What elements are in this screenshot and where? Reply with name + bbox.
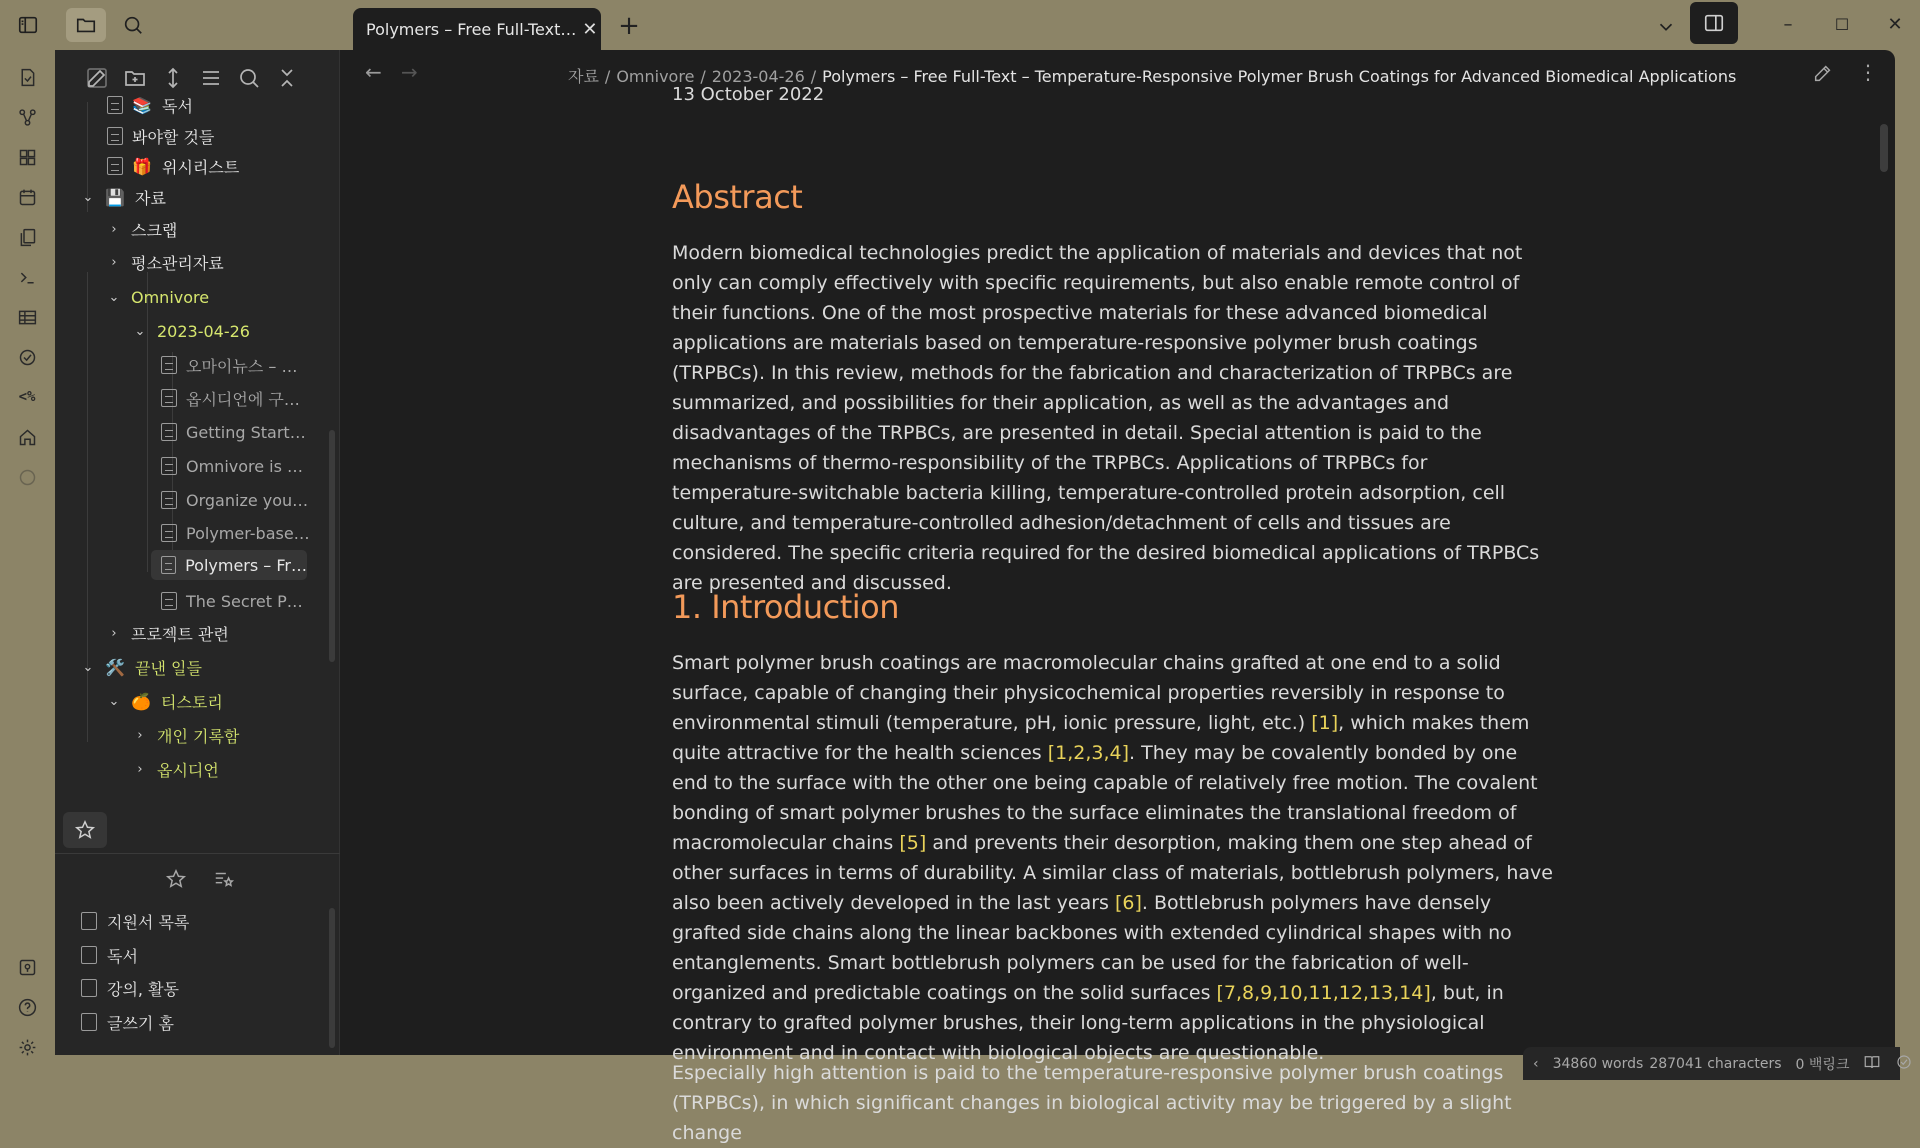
breadcrumb-item[interactable]: 자료 [568,67,599,86]
chevron-right-icon: › [111,254,117,270]
tree-item-label: Polymer-base… [186,523,310,543]
tree-item-label: 봐야할 것들 [132,127,215,147]
maximize-button[interactable]: ☐ [1834,14,1850,34]
status-collapse-icon[interactable]: ‹ [1533,1055,1539,1072]
tree-item-label: 티스토리 [161,692,223,712]
tree-item-label: 개인 기록함 [157,726,240,746]
graph-view-icon[interactable] [14,104,40,130]
templates-icon[interactable] [14,224,40,250]
breadcrumb-item[interactable]: 2023-04-26 [711,67,805,86]
back-arrow-icon[interactable]: ← [365,60,382,84]
tree-item-label: Organize you… [186,490,309,510]
text-run: . They may be covalently bonded by one end to the surface with the other one being capable of relatively free motion. The covalent bonding of smart polymer brushes to the surface eliminates the translational freedom of macromolecular chains [672,742,1538,854]
bookmark-label: 강의, 활동 [107,979,179,999]
explorer-search-icon[interactable] [237,66,261,96]
introduction-paragraph [672,648,1556,1068]
breadcrumb-item[interactable]: Omnivore [616,67,695,86]
tree-item-label: 프로젝트 관련 [131,624,229,644]
settings-gear-icon[interactable] [14,1034,40,1060]
abstract-heading: Abstract [672,178,803,216]
tree-scrollbar[interactable] [329,430,335,662]
tab-close-icon[interactable]: ✕ [582,18,598,40]
tree-item-label: 스크랩 [131,220,178,240]
reading-mode-icon[interactable] [1863,1053,1881,1075]
open-note-icon[interactable] [14,64,40,90]
star-icon [74,819,96,841]
bookmark-item[interactable] [81,907,189,935]
tree-item-label: 위시리스트 [162,157,240,177]
tree-item-label: 오마이뉴스 – … [186,356,298,376]
chevron-right-icon: › [137,727,143,743]
file-icon [161,457,177,475]
collapse-chevrons-icon[interactable] [275,66,299,96]
bookmark-label: 지원서 목록 [107,912,190,932]
file-icon [81,1013,97,1031]
file-icon [107,96,123,114]
file-icon [161,423,177,441]
chevron-down-icon: ⌄ [108,289,120,305]
chevron-down-icon[interactable] [1653,14,1679,40]
tree-folder[interactable] [133,316,250,346]
chevron-down-icon: ⌄ [108,693,120,709]
tree-item[interactable] [107,121,214,151]
tree-item[interactable] [161,451,303,481]
citation-link[interactable]: [1] [1311,712,1339,734]
citation-link[interactable]: [7,8,9,10,11,12,13,14] [1216,982,1431,1004]
file-icon [161,592,177,610]
file-tree [55,95,340,802]
bookmark-item[interactable] [81,941,138,969]
file-icon [161,524,177,542]
file-icon [81,912,97,930]
terminal-icon[interactable] [14,264,40,290]
chevron-right-icon: › [111,625,117,641]
books-emoji-icon: 📚 [132,95,152,115]
chevron-down-icon: ⌄ [82,659,94,675]
canvas-icon[interactable] [14,144,40,170]
tree-item[interactable] [107,151,239,181]
tools-emoji-icon: 🛠️ [105,657,125,677]
file-icon [81,979,97,997]
tree-folder[interactable] [107,247,224,277]
bookmark-item[interactable] [81,1008,174,1036]
breadcrumb-current[interactable]: Polymers – Free Full-Text – Temperature-Responsive Polymer Brush Coatings for Advanced Biomedical Applications [822,67,1737,86]
tree-item-label: 옵시디언 [157,760,219,780]
tree-item-label: 독서 [162,96,193,116]
file-icon [161,491,177,509]
tree-folder[interactable] [133,720,239,750]
right-sidebar-toggle-icon[interactable] [1690,2,1738,44]
text-run: , which makes them quite attractive for the health sciences [672,712,1530,764]
bookmarks-scrollbar[interactable] [329,908,335,1048]
table-icon[interactable] [14,304,40,330]
word-count: 34860 words [1552,1055,1644,1072]
new-tab-button[interactable]: + [618,11,640,41]
new-note-icon[interactable] [85,66,109,96]
file-icon [107,127,123,145]
breadcrumb-separator: / [604,67,611,86]
chevron-right-icon: › [137,761,143,777]
calendar-icon[interactable] [14,184,40,210]
text-run: Smart polymer brush coatings are macromolecular chains grafted at one end to a solid surface, capable of changing their physicochemical properties reversibly in response to environmental stimuli (temperature, pH, ionic pressure, light, etc.) [672,652,1505,734]
tree-item[interactable] [161,383,300,413]
chevron-right-icon: › [111,221,117,237]
abstract-paragraph: Modern biomedical technologies predict the application of materials and devices that not only can comply effectively with specific requirements, but also enable remote control of their functions. One of the most prospective materials for these advanced biomedical applications are materials based on temperature-responsive polymer brush coatings (TRPBCs). In this review, methods for the fabrication and characterization of TRPBCs are summarized, and possibilities for their application, as well as the advantages and disadvantages of the TRPBCs, are presented in detail. Special attention is paid to the mechanisms of thermo-responsibility of the TRPBCs. Applications of TRPBCs for temperature-switchable bacteria killing, temperature-controlled protein adsorption, cell culture, and temperature-controlled adhesion/detachment of cells and tissues are considered. The specific criteria required for the desired biomedical applications of TRPBCs are presented and discussed. [672,242,1540,594]
note-content [672,84,1556,1144]
sidebar-divider [55,853,340,854]
bookmarks-toolbar [165,868,235,894]
file-icon [107,157,123,175]
chevron-down-icon: ⌄ [82,189,94,205]
tree-folder[interactable] [81,652,202,682]
text-run: and prevents their desorption, making them one step ahead of other surfaces in terms of durability. A similar class of materials, bottlebrush polymers, have also been actively developed in the last years [672,832,1553,914]
tree-folder[interactable] [107,618,229,648]
tree-item-label: 2023-04-26 [157,321,250,341]
floppy-emoji-icon: 💾 [105,187,125,207]
tree-item[interactable] [161,586,303,616]
tree-item-label: 평소관리자료 [131,253,224,273]
tree-item-label: Polymers – Fr… [185,555,307,575]
sidebar-toggle-icon[interactable] [14,12,42,38]
introduction-heading: 1. Introduction [672,588,899,626]
tree-folder[interactable] [107,282,209,312]
gift-emoji-icon: 🎁 [132,156,152,176]
tree-folder[interactable] [107,686,223,716]
tree-item[interactable] [161,485,308,515]
tree-item-label: Omnivore [131,287,210,307]
bookmark-item[interactable] [81,974,179,1002]
file-explorer-sidebar [55,50,340,1055]
tree-item-label: The Secret P… [186,591,303,611]
chevron-down-icon: ⌄ [134,323,146,339]
published-date: 13 October 2022 [672,84,825,105]
tree-item-label: Getting Start… [186,422,306,442]
close-window-button[interactable]: ✕ [1887,13,1903,35]
breadcrumb-separator: / [810,67,817,86]
title-bar [0,0,1920,50]
tree-item-label: 옵시디언에 구… [186,389,300,409]
task-check-icon[interactable] [14,344,40,370]
home-icon[interactable] [14,424,40,450]
tree-item-label: Omnivore is … [186,456,304,476]
forward-arrow-icon[interactable]: → [401,60,418,84]
file-icon [161,356,177,374]
tangerine-emoji-icon: 🍊 [131,691,151,711]
citation-link[interactable]: [1,2,3,4] [1047,742,1130,764]
citation-link[interactable]: [5] [899,832,927,854]
minimize-button[interactable]: – [1783,13,1793,35]
tree-folder[interactable] [107,214,177,244]
sync-status-icon[interactable] [1895,1053,1913,1075]
tree-item[interactable] [161,518,310,548]
tree-item-label: 자료 [135,188,166,208]
ribbon [0,50,55,1055]
text-run: . Bottlebrush polymers have densely grafted side chains along the linear backbones with extended cylindrical shapes with no entanglements. Smart bottlebrush polymers can be used for the fabrication of well-organized and predictable coatings on the solid surfaces [672,892,1512,1004]
tree-item[interactable] [161,350,297,380]
breadcrumb-separator: / [700,67,706,86]
search-icon[interactable] [119,12,147,38]
tree-item-active[interactable] [151,550,307,580]
tree-folder[interactable] [133,754,219,784]
code-percent-icon[interactable]: <% [18,389,36,405]
help-icon[interactable] [14,994,40,1020]
file-icon [161,556,176,574]
file-explorer-button[interactable] [66,8,106,42]
sync-icon[interactable] [14,464,40,490]
character-count: 287041 characters [1649,1055,1782,1072]
bookmark-star-icon[interactable] [165,868,187,894]
file-icon [81,946,97,964]
tab-title: Polymers – Free Full-Text… [366,19,577,39]
file-icon [161,389,177,407]
tree-item-label: 끝낸 일들 [135,658,202,678]
citation-link[interactable]: [6] [1114,892,1142,914]
status-bar [1523,1047,1900,1080]
backlink-count[interactable]: 0 백링크 [1795,1056,1850,1073]
bookmarks-tab[interactable] [63,812,107,848]
content-scrollbar[interactable] [1880,124,1888,172]
bookmark-label: 글쓰기 홈 [107,1013,174,1033]
edit-pencil-icon[interactable] [1812,62,1834,88]
next-paragraph: Especially high attention is paid to the temperature-responsive polymer brush coatings (TRPBCs), in which significant changes in biological activity may be triggered by a slight change [672,1062,1512,1144]
text-run: , but, in contrary to grafted polymer brushes, their long-term applications in the physiological environment and in contact with biological objects are questionable. [672,982,1504,1064]
bookmark-label: 독서 [107,946,138,966]
collapse-all-icon[interactable] [199,66,223,96]
tree-item[interactable] [107,90,193,120]
vault-switch-icon[interactable] [14,954,40,980]
tab-active-note[interactable] [353,8,601,50]
bookmark-list-icon[interactable] [213,868,235,894]
tree-item[interactable] [161,417,306,447]
tree-folder[interactable] [81,182,166,212]
more-options-icon[interactable]: ⋮ [1858,60,1878,84]
